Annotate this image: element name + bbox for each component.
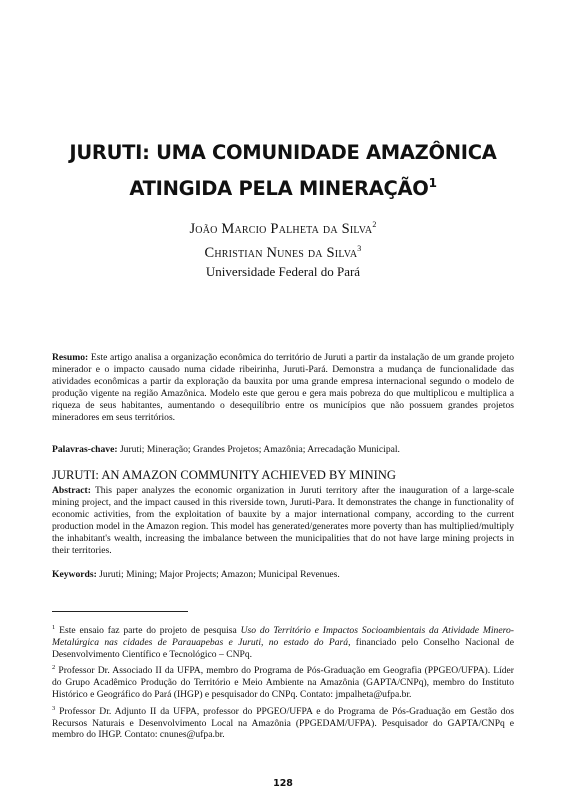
footnote-2-text: Professor Dr. Associado II da UFPA, membro do Programa de Pós-Graduação em Geografia (PPGEO/UFPA). Líder do Grupo Acadêmico Produção do Território e Meio Ambiente na Amazônia (GAPTA/CNPq), membro do Instituto Histórico e Geográfico do Pará (IHGP) e pesquisador do CNPq. Contato: jmpalheta@ufpa.br. <box>52 665 514 700</box>
keywords-paragraph <box>52 569 514 581</box>
abstract-text: This paper analyzes the economic organization in Juruti territory after the inauguration of a large-scale mining project, and the impact caused in this riverside town, Juruti-Para. It demonstrates the change in functionality of economic activities, from the exploitation of bauxite by a major international company, according to the current production model in the Amazon region. This model has generated/generates more poverty than has multiplied/multiply the inhabitant's wealth, increasing the imbalance between the municipalities that do not have large mining projects in their territories. <box>52 485 514 556</box>
footnote-1-pre: Este ensaio faz parte do projeto de pesquisa <box>59 625 241 636</box>
footnote-1-mark: 1 <box>52 624 56 631</box>
keywords-label: Keywords: <box>52 569 97 580</box>
author-1 <box>40 215 526 239</box>
footnote-2 <box>52 662 514 700</box>
footnote-rule <box>52 611 188 612</box>
author-block <box>40 215 526 280</box>
resumo-text: Este artigo analisa a organização econômica do território de Juruti a partir da instalação de um grande projeto minerador e o impacto causado numa cidade ribeirinha, Juruti-Pará. Demonstra a mudança de funcionalidade das atividades econômicas a partir da exploração da bauxita por uma grande empresa internacional segundo o modelo de produção vigente na região Amazônica. Modelo este que gerou e gera mais pobreza do que multiplicou e multiplica a riqueza de seus habitantes, aumentando o desequilíbrio entre os municípios que não possuem grandes projetos mineradores em seus territórios. <box>52 352 514 423</box>
footnotes <box>52 622 514 743</box>
footnote-1-post: , financiado pelo Conselho Nacional de Desenvolvimento Científico e Tecnológico – CNPq. <box>52 636 514 660</box>
page-number: 128 <box>273 778 293 789</box>
author-1-mark: 2 <box>372 220 377 229</box>
resumo-label: Resumo: <box>52 352 89 363</box>
footnote-1-italic: Uso do Território e Impactos Socioambientais da Atividade Minero-Metalúrgica nas cidades de Parauapebas e Juruti, no estado do Pará <box>52 625 514 648</box>
author-2-name: Christian Nunes da Silva <box>204 245 358 261</box>
palavras-chave-paragraph <box>52 444 514 456</box>
footnote-1 <box>52 622 514 660</box>
footnote-3 <box>52 703 514 741</box>
title-footnote-mark: 1 <box>428 176 437 190</box>
author-1-name: João Marcio Palheta da Silva <box>189 221 373 237</box>
resumo-paragraph <box>52 352 514 423</box>
abstract-paragraph <box>52 485 514 556</box>
author-2-mark: 3 <box>357 244 362 253</box>
paper-title <box>40 138 526 204</box>
title-line-1: JURUTI: UMA COMUNIDADE AMAZÔNICA <box>69 141 497 164</box>
palavras-label: Palavras-chave: <box>52 444 118 455</box>
keywords-text: Juruti; Mining; Major Projects; Amazon; Municipal Revenues. <box>99 569 340 580</box>
palavras-text: Juruti; Mineração; Grandes Projetos; Amazônia; Arrecadação Municipal. <box>119 444 400 455</box>
footnote-2-mark: 2 <box>52 664 56 672</box>
title-line-2-text: ATINGIDA PELA MINERAÇÃO <box>129 177 429 200</box>
footnote-3-text: Professor Dr. Adjunto II da UFPA, professor do PPGEO/UFPA e do Programa de Pós-Graduação em Gestão dos Recursos Naturais e Desenvolvimento Local na Amazônia (PPGEDAM/UFPA). Pesquisador do GAPTA/CNPq e membro do IHGP. Contato: cnunes@ufpa.br. <box>52 705 514 741</box>
institution: Universidade Federal do Pará <box>205 264 361 279</box>
abstract-label: Abstract: <box>52 485 91 496</box>
author-2 <box>40 239 526 263</box>
title-line-2 <box>40 168 526 204</box>
footnote-3-mark: 3 <box>52 704 56 712</box>
english-title: JURUTI: AN AMAZON COMMUNITY ACHIEVED BY MINING <box>52 468 396 482</box>
